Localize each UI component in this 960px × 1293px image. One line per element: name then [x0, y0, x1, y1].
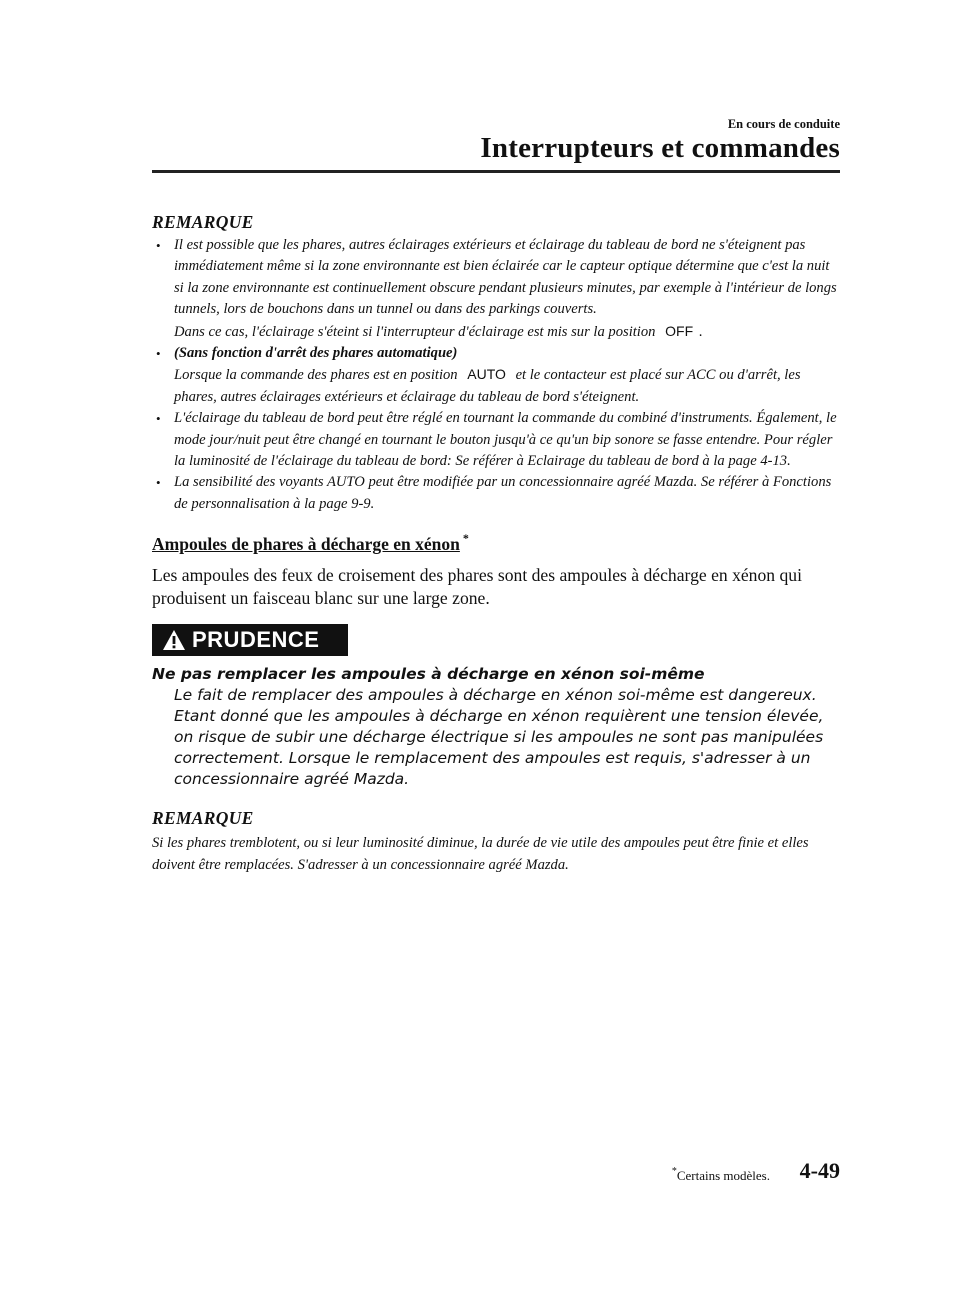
- note-2-heading: REMARQUE: [152, 808, 254, 829]
- footer-note-text: Certains modèles.: [676, 1168, 770, 1183]
- caution-label: PRUDENCE: [192, 627, 320, 653]
- note-heading: REMARQUE: [152, 212, 254, 232]
- caution-title: Ne pas remplacer les ampoules à décharge en xénon soi-même: [152, 665, 705, 684]
- page-number: 4-49: [799, 1158, 840, 1183]
- warning-triangle-icon: [162, 629, 186, 651]
- footer-star: *: [671, 1166, 677, 1177]
- caution-banner: [152, 624, 348, 656]
- note-2: [152, 808, 842, 876]
- note-item-2-title: (Sans fonction d'arrêt des phares automatique): [174, 345, 458, 362]
- header-rule: [152, 170, 840, 173]
- footer-note: [672, 1166, 770, 1184]
- note-item-2-text-a: Lorsque la commande des phares est en position: [174, 367, 458, 384]
- note-item-2: [152, 343, 842, 408]
- caution-body: Le fait de remplacer des ampoules à décharge en xénon soi-même est dangereux. Etant donné que les ampoules à décharge en xénon requièrent une tension élevée, on risque de subir une décharge électrique si les ampoules ne sont pas manipulées correctement. Lorsque le remplacement des ampoules est requis, s'adresser à un concessionnaire agréé Mazda.: [174, 686, 824, 789]
- section-paragraph: Les ampoules des feux de croisement des phares sont des ampoules à décharge en xénon qui produisent un faisceau blanc sur une large zone.: [152, 565, 802, 609]
- note-item-1-text: Il est possible que les phares, autres éclairages extérieurs et éclairage du tableau de bord ne s'éteignent pas immédiatement même si la zone environnante est bien éclairée car le capteur optique détermine que c'est la nuit si la zone environnante est continuellement obscure pendant plusieurs minutes, par exemple à l'intérieur de longs tunnels, lors de bouchons dans un tunnel ou dans des parkings couverts.: [174, 237, 837, 318]
- note-list: [152, 235, 842, 515]
- note-item-4-text: La sensibilité des voyants AUTO peut être modifiée par un concessionnaire agréé Mazda. Se référer à Fonctions de personnalisation à la page 9-9.: [174, 474, 832, 512]
- note-item-3: [152, 408, 842, 472]
- section-heading: [152, 531, 842, 555]
- note-2-text: Si les phares tremblotent, ou si leur luminosité diminue, la durée de vie utile des ampoules peut être finie et elles doivent être remplacées. S'adresser à un concessionnaire agréé Mazda.: [152, 835, 809, 874]
- section-heading-text: Ampoules de phares à décharge en xénon: [152, 534, 460, 555]
- off-key-label: OFF: [665, 322, 694, 339]
- chapter-title: Interrupteurs et commandes: [480, 132, 840, 164]
- note-item-4: [152, 472, 842, 515]
- note-item-1-line2: Dans ce cas, l'éclairage s'éteint si l'interrupteur d'éclairage est mis sur la position: [174, 323, 656, 340]
- section-label: En cours de conduite: [727, 117, 840, 131]
- note-item-1: [152, 235, 842, 343]
- note-item-2-text-b: et le contacteur est placé sur ACC ou d'arrêt, les phares, autres éclairages extérieurs et éclairage du tableau de bord s'éteignent.: [174, 367, 801, 405]
- note-item-1-end: .: [699, 323, 703, 340]
- caution-box: [152, 664, 842, 790]
- auto-key-label: AUTO: [467, 366, 506, 383]
- note-item-3-text: L'éclairage du tableau de bord peut être réglé en tournant la commande du combiné d'instruments. Également, le mode jour/nuit peut être changé en tournant le bouton jusqu'à ce qu'un bip sonore se fasse entendre. Pour régler la luminosité de l'éclairage du tableau de bord: Se référer à Eclairage du tableau de bord à la page 4-13.: [174, 410, 837, 470]
- section-heading-star: *: [462, 531, 469, 546]
- page-content: [152, 212, 842, 876]
